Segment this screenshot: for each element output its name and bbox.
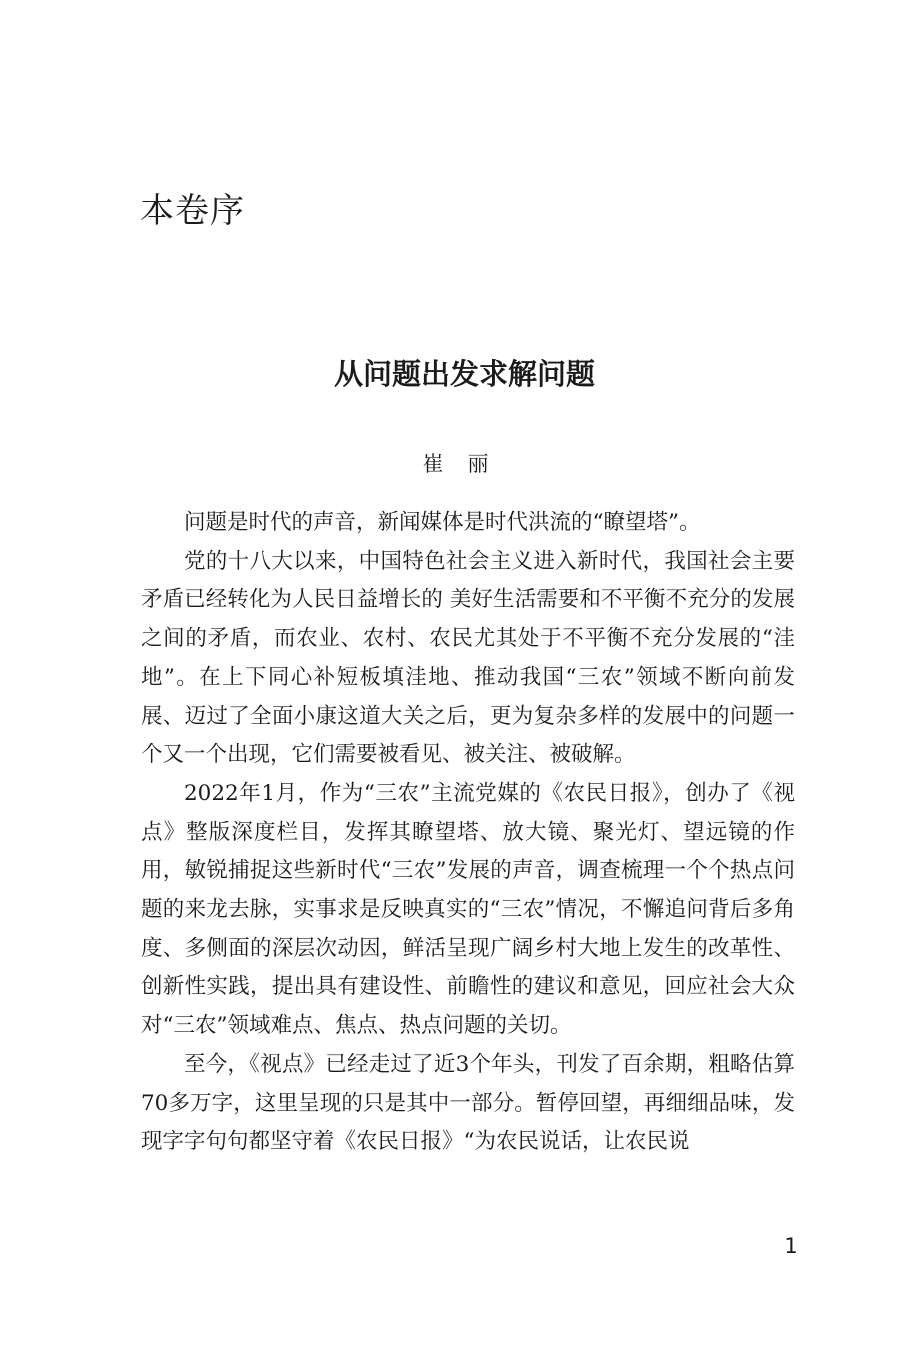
page-number: 1 xyxy=(784,1234,798,1258)
article-body xyxy=(141,504,795,1162)
article-title: 从问题出发求解问题 xyxy=(333,357,595,391)
paragraph: 2022年1月，作为“三农”主流党媒的《农民日报》，创办了《视点》整版深度栏目，发挥其瞭望塔、放大镜、聚光灯、望远镜的作用，敏锐捕捉这些新时代“三农”发展的声音，调查梳理一个个热点问题的来龙去脉，实事求是反映真实的“三农”情况，不懈追问背后多角度、多侧面的深层次动因，鲜活呈现广阔乡村大地上发生的改革性、创新性实践，提出具有建设性、前瞻性的建议和意见，回应社会大众对“三农”领域难点、焦点、热点问题的关切。 xyxy=(141,780,795,1039)
section-label: 本卷序 xyxy=(140,191,245,231)
paragraph: 至今，《视点》已经走过了近3个年头，刊发了百余期，粗略估算70多万字，这里呈现的只是其中一部分。暂停回望，再细细品味，发现字字句句都坚守着《农民日报》“为农民说话，让农民说 xyxy=(141,1051,795,1155)
author-name: 崔丽 xyxy=(422,452,513,476)
paragraph: 问题是时代的声音，新闻媒体是时代洪流的“瞭望塔”。 xyxy=(184,510,701,535)
paragraph: 党的十八大以来，中国特色社会主义进入新时代，我国社会主要矛盾已经转化为人民日益增长的 美好生活需要和不平衡不充分的发展之间的矛盾，而农业、农村、农民尤其处于不平衡不充分发展的“洼地”。在上下同心补短板填洼地、推动我国“三农”领域不断向前发展、迈过了全面小康这道大关之后，更为复杂多样的发展中的问题一个又一个出现，它们需要被看见、被关注、被破解。 xyxy=(141,548,795,768)
